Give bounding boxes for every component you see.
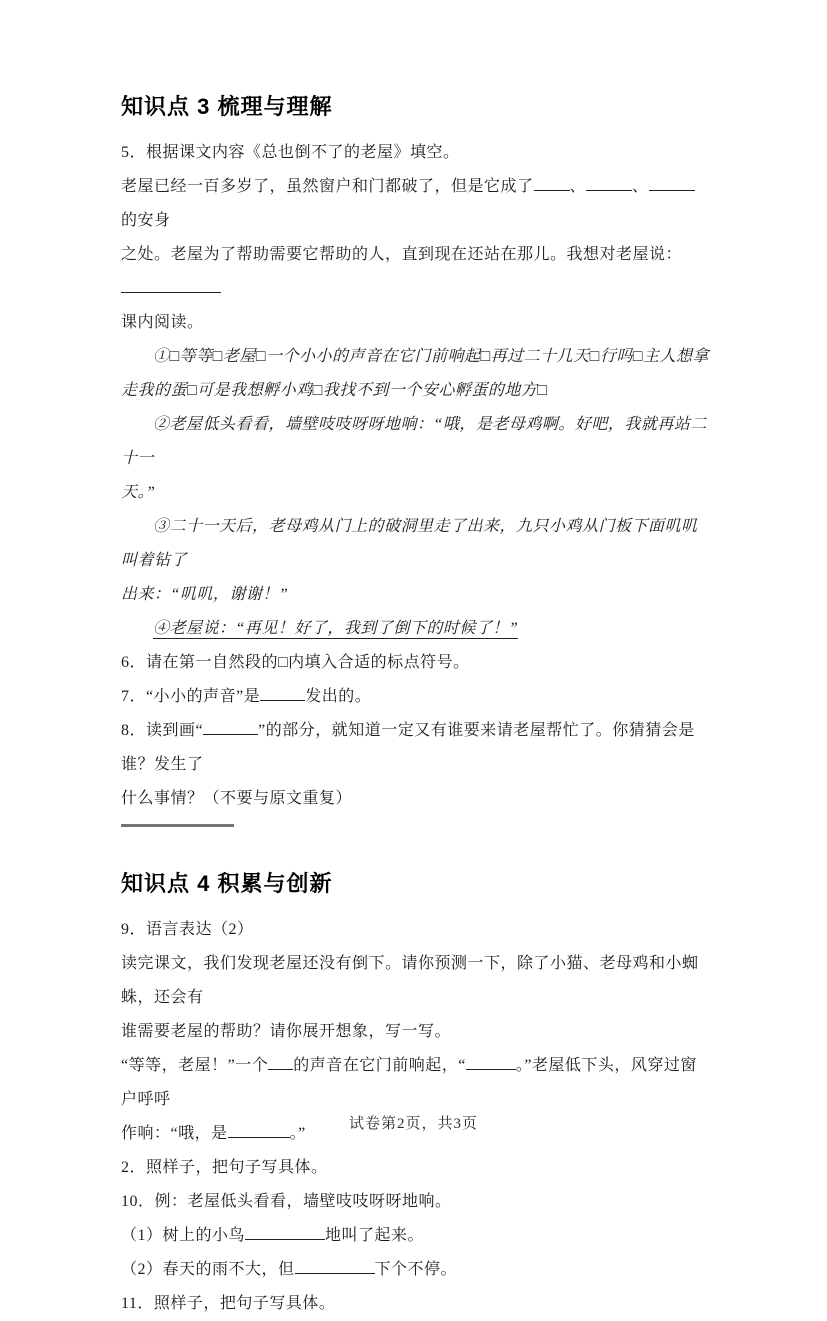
passage-underlined-text: ④老屋说：“再见！好了，我到了倒下的时候了！” xyxy=(153,620,519,637)
fill-blank xyxy=(203,719,258,735)
question8-seg3: 什么事情？（不要与原文重复） xyxy=(121,790,353,807)
question10-item2 xyxy=(121,1253,709,1287)
passage-paragraph-3-line1 xyxy=(121,510,709,578)
fill-blank xyxy=(295,1258,375,1274)
question9-text: 9．语言表达（2） xyxy=(121,921,254,938)
passage-text: 天。” xyxy=(121,484,156,501)
item2-text: 2．照样子，把句子写具体。 xyxy=(121,1159,328,1176)
passage-paragraph-2-line1 xyxy=(121,408,709,476)
fill-blank xyxy=(260,685,305,701)
question8-line1 xyxy=(121,714,709,782)
fill-blank xyxy=(268,1054,293,1070)
page-footer xyxy=(0,1112,827,1133)
question8-seg1: 8．读到画“ xyxy=(121,722,204,739)
fill-blank xyxy=(466,1054,516,1070)
question5-fill-line2 xyxy=(121,238,709,306)
passage-paragraph-1-line1 xyxy=(121,340,709,374)
question9-instructions-line2 xyxy=(121,1015,709,1049)
passage-paragraph-2-line2 xyxy=(121,476,709,510)
question10-item1-seg2: 地叫了起来。 xyxy=(325,1227,425,1244)
instructions-text: 读完课文，我们发现老屋还没有倒下。请你预测一下，除了小猫、老母鸡和小蜘蛛，还会有 xyxy=(121,955,699,1006)
question6-prompt xyxy=(121,646,709,680)
question7-seg2: 发出的。 xyxy=(305,688,372,705)
passage-text: ②老屋低头看看，墙壁吱吱呀呀地响：“哦，是老母鸡啊。好吧，我就再站二十一 xyxy=(121,416,707,467)
question10-item2-seg2: 下个不停。 xyxy=(374,1261,458,1278)
question9-prompt xyxy=(121,913,709,947)
question10-item1-seg1: （1）树上的小鸟 xyxy=(121,1227,246,1244)
question7-seg1: 7．“小小的声音”是 xyxy=(121,688,261,705)
page-number-text: 试卷第2页，共3页 xyxy=(348,1116,478,1132)
fill-blank xyxy=(586,175,632,191)
question9-seg5: 。” xyxy=(289,1125,306,1142)
question8-seg2: ”的部分，就知道一定又有谁要来请老屋帮忙了。你猜猜会是谁？发生了 xyxy=(121,722,695,773)
answer-line xyxy=(121,824,234,827)
item2-prompt xyxy=(121,1151,709,1185)
question5-seg1: 老屋已经一百多岁了，虽然窗户和门都破了，但是它成了 xyxy=(121,178,534,195)
question10-item2-seg1: （2）春天的雨不大，但 xyxy=(121,1261,295,1278)
question8-line2 xyxy=(121,782,709,816)
question9-seg4: 作响：“哦，是 xyxy=(121,1125,228,1142)
instructions-text: 谁需要老屋的帮助？请你展开想象，写一写。 xyxy=(121,1023,452,1040)
question5-text: 5．根据课文内容《总也倒不了的老屋》填空。 xyxy=(121,144,460,161)
fill-blank xyxy=(245,1224,325,1240)
fill-blank xyxy=(121,277,221,293)
passage-paragraph-1-line2 xyxy=(121,374,709,408)
passage-text: 走我的蛋□可是我想孵小鸡□我找不到一个安心孵蛋的地方□ xyxy=(121,382,548,399)
question9-seg1: “等等，老屋！”一个 xyxy=(121,1057,269,1074)
section4-heading: 知识点 4 积累与创新 xyxy=(121,871,333,896)
fill-blank xyxy=(649,175,695,191)
question9-seg3: 。”老屋低下头，风穿过窗户呼呼 xyxy=(121,1057,697,1108)
question5-seg4: 的安身 xyxy=(121,212,171,229)
question6-text: 6．请在第一自然段的□内填入合适的标点符号。 xyxy=(121,654,470,671)
question7-prompt xyxy=(121,680,709,714)
passage-text: ③二十一天后，老母鸡从门上的破洞里走了出来，九只小鸡从门板下面叽叽叫着钻了 xyxy=(121,518,698,569)
question5-prompt xyxy=(121,136,709,170)
question10-item1 xyxy=(121,1219,709,1253)
reading-label xyxy=(121,306,709,340)
passage-text: ①□等等□老屋□一个小小的声音在它门前响起□再过二十几天□行吗□主人想拿 xyxy=(153,348,709,365)
question5-seg2: 、 xyxy=(569,178,587,195)
passage-text: 出来：“叽叽，谢谢！” xyxy=(121,586,289,603)
question11-prompt xyxy=(121,1287,709,1321)
question5-fill-line1 xyxy=(121,170,709,238)
question10-example xyxy=(121,1185,709,1219)
question10-example-text: 10．例：老屋低头看看，墙壁吱吱呀呀地响。 xyxy=(121,1193,452,1210)
fill-blank xyxy=(534,175,570,191)
question9-seg2: 的声音在它门前响起，“ xyxy=(293,1057,466,1074)
question5-seg3: 、 xyxy=(632,178,649,195)
question5-seg5: 之处。老屋为了帮助需要它帮助的人，直到现在还站在那儿。我想对老屋说： xyxy=(121,246,683,263)
reading-label-text: 课内阅读。 xyxy=(121,314,204,331)
question11-text: 11．照样子，把句子写具体。 xyxy=(121,1295,336,1312)
passage-paragraph-3-line2 xyxy=(121,578,709,612)
question9-instructions-line1 xyxy=(121,947,709,1015)
section3-heading: 知识点 3 梳理与理解 xyxy=(121,94,333,119)
passage-paragraph-4-underlined xyxy=(121,612,709,646)
question9-fill-line1 xyxy=(121,1049,709,1117)
